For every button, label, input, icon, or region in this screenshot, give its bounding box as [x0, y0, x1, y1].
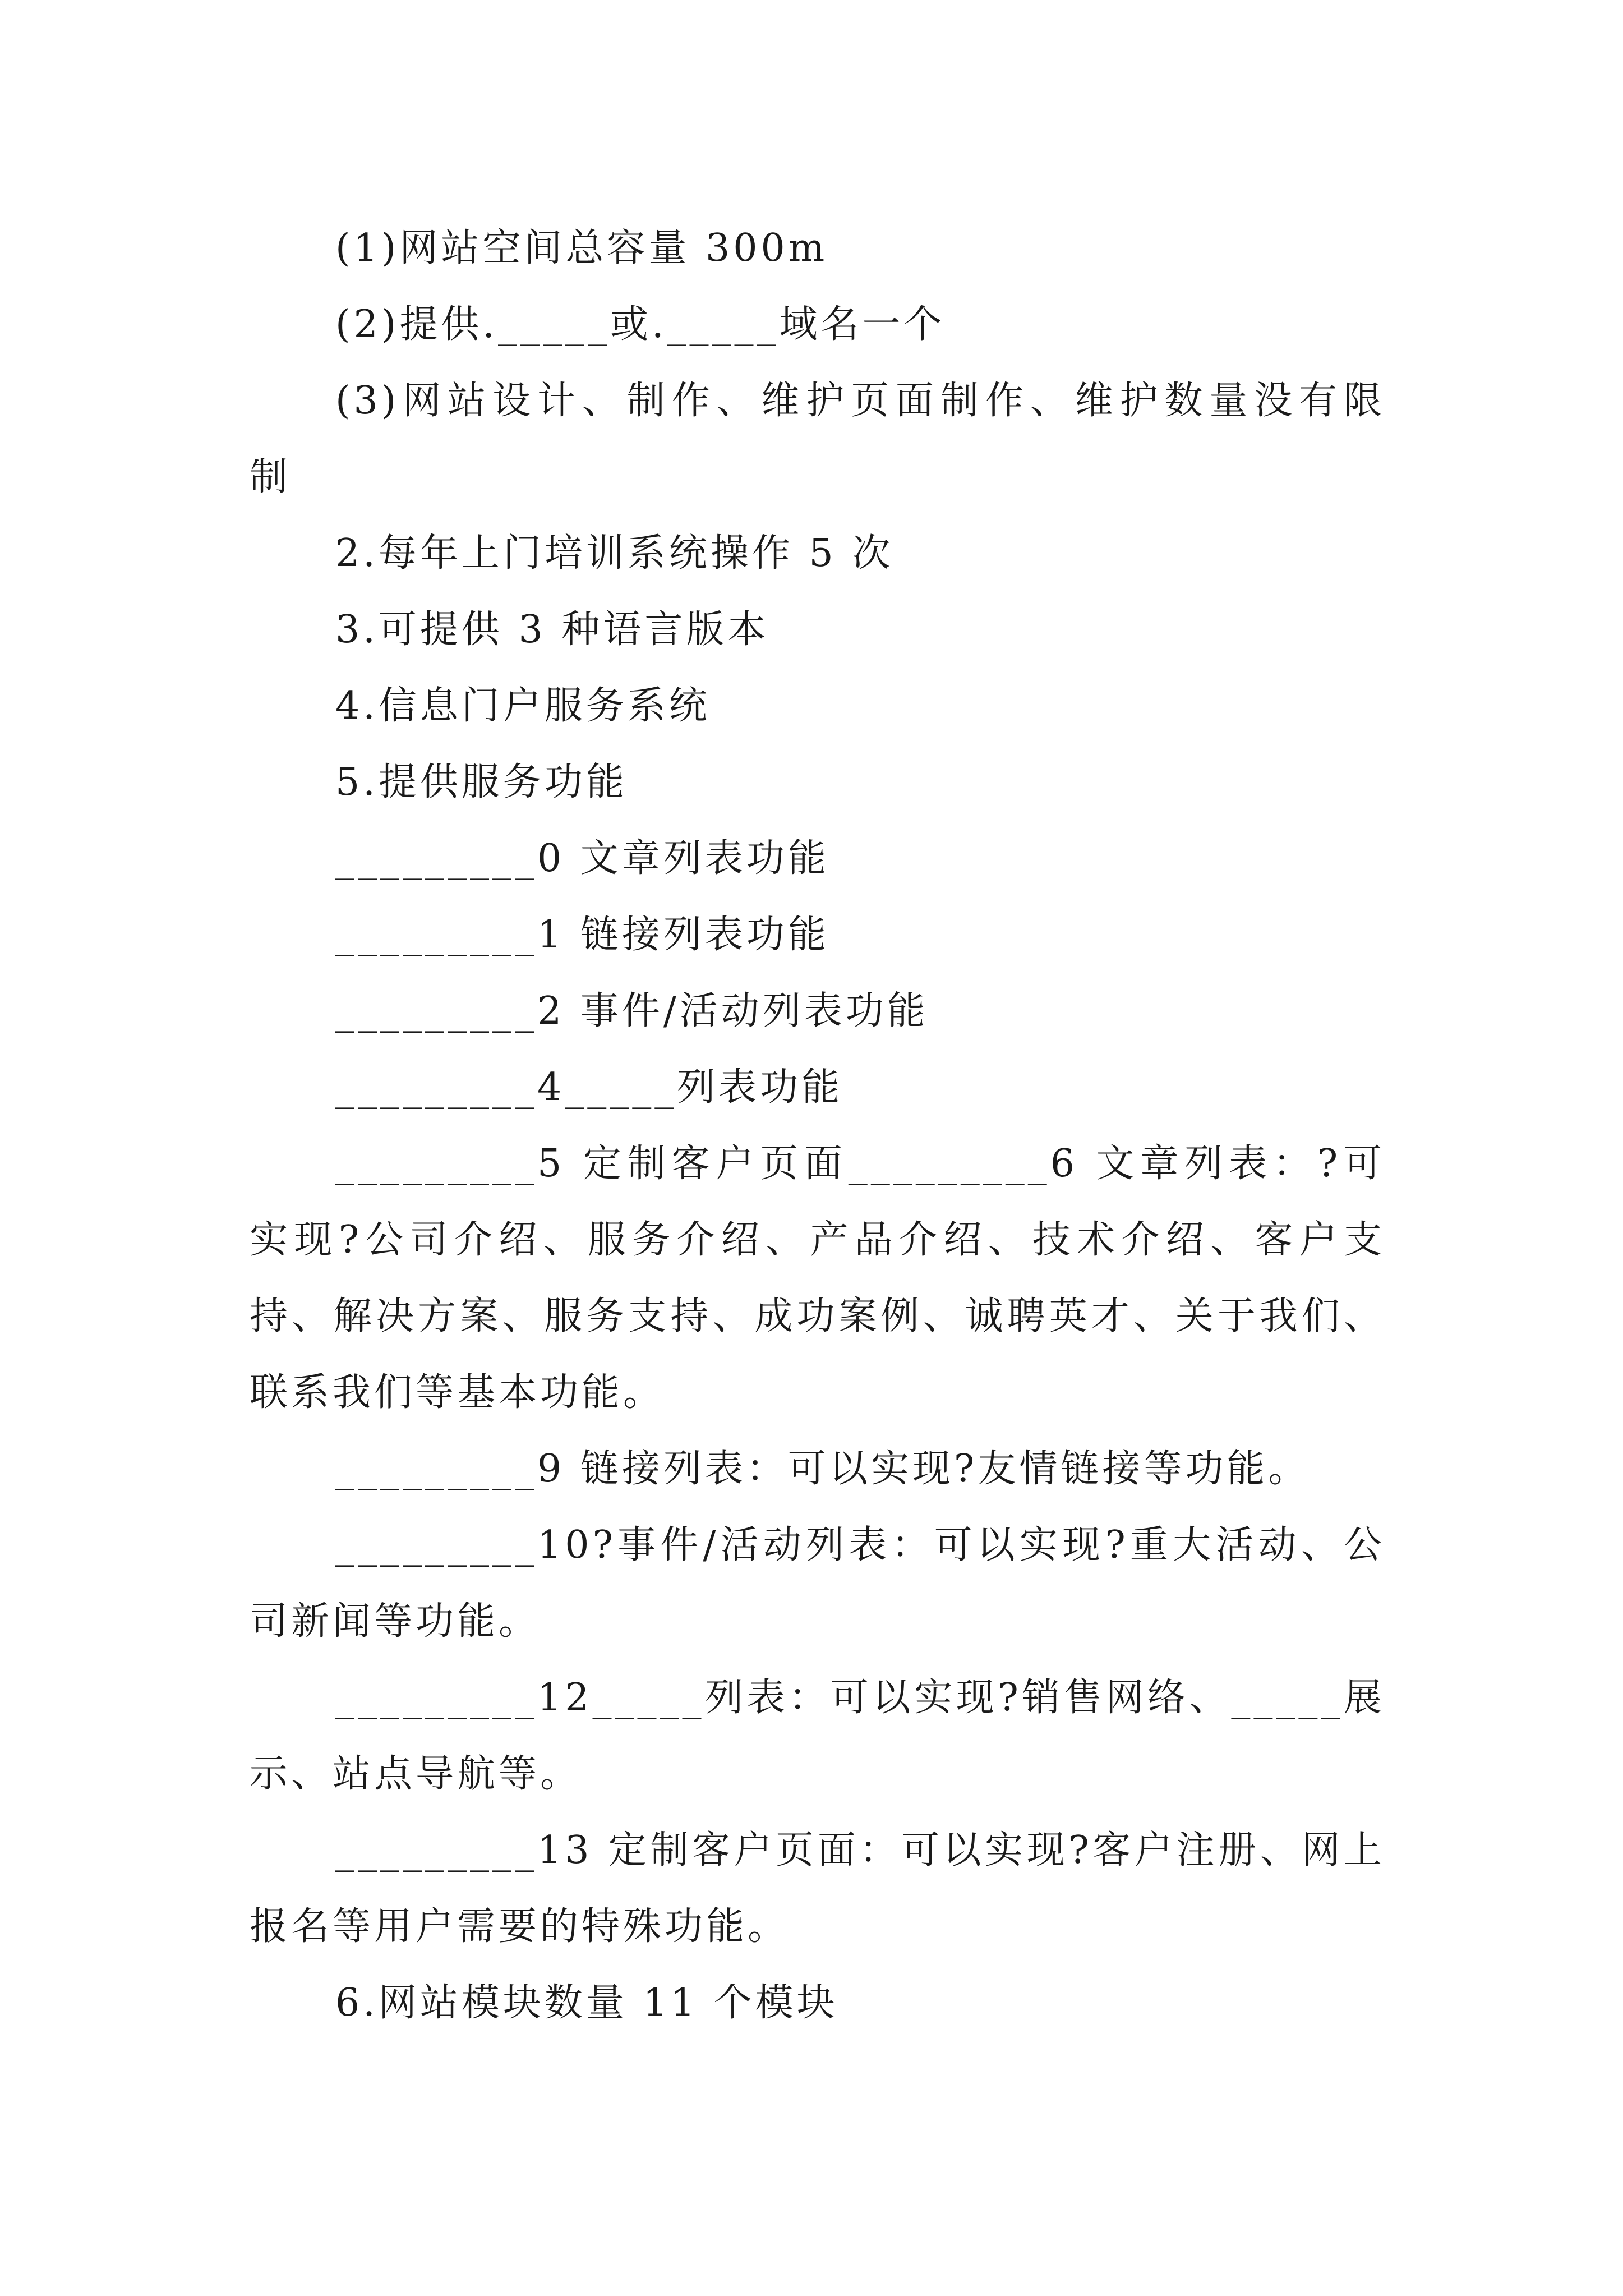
paragraph-line: _________12_____列表：可以实现?销售网络、_____展 — [335, 1676, 1385, 1720]
paragraph-line: (2)提供._____或._____域名一个 — [335, 302, 946, 347]
paragraph-line: (3)网站设计、制作、维护页面制作、维护数量没有限 — [335, 379, 1385, 423]
paragraph-line: _________5 定制客户页面_________6 文章列表：?可 — [335, 1142, 1385, 1186]
paragraph-line: 持、解决方案、服务支持、成功案例、诚聘英才、关于我们、 — [250, 1294, 1385, 1338]
paragraph-line: 5.提供服务功能 — [335, 760, 628, 804]
paragraph-line: _________9 链接列表：可以实现?友情链接等功能。 — [335, 1447, 1310, 1491]
document-page — [250, 210, 1385, 2041]
paragraph-line: 联系我们等基本功能。 — [250, 1370, 665, 1415]
paragraph-line: _________2 事件/活动列表功能 — [335, 989, 929, 1033]
paragraph-line: 制 — [250, 455, 292, 499]
paragraph-line: 3.可提供 3 种语言版本 — [335, 608, 769, 652]
paragraph-line: 实现?公司介绍、服务介绍、产品介绍、技术介绍、客户支 — [250, 1218, 1385, 1262]
paragraph-line: 2.每年上门培训系统操作 5 次 — [335, 531, 894, 576]
paragraph-line: _________4_____列表功能 — [335, 1065, 843, 1110]
paragraph-line: 报名等用户需要的特殊功能。 — [250, 1904, 790, 1949]
paragraph-line: 示、站点导航等。 — [250, 1752, 582, 1796]
paragraph-line: (1)网站空间总容量 300m — [335, 226, 828, 270]
paragraph-line: _________13 定制客户页面：可以实现?客户注册、网上 — [335, 1828, 1385, 1872]
paragraph-line: 6.网站模块数量 11 个模块 — [335, 1981, 838, 2025]
paragraph-line: 司新闻等功能。 — [250, 1599, 541, 1644]
paragraph-line: _________0 文章列表功能 — [335, 836, 829, 881]
paragraph-line: _________1 链接列表功能 — [335, 913, 829, 957]
paragraph-line: 4.信息门户服务系统 — [335, 684, 711, 728]
paragraph-line: _________10?事件/活动列表：可以实现?重大活动、公 — [335, 1523, 1385, 1567]
